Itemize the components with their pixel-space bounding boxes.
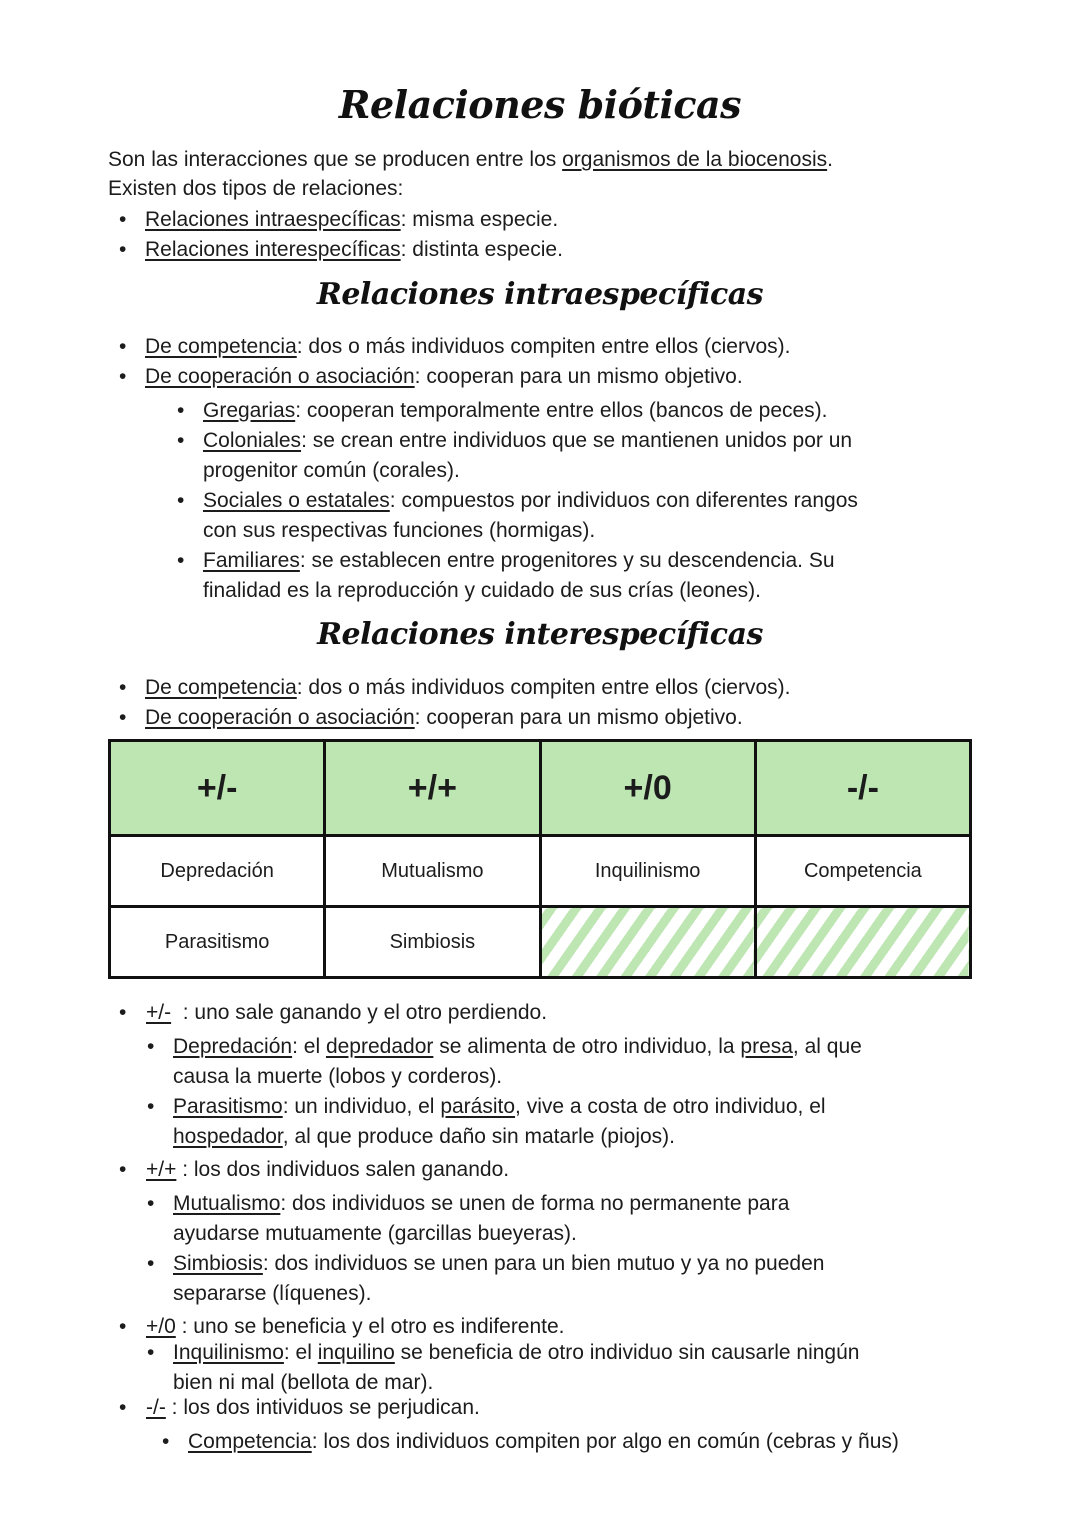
text-line xyxy=(203,578,761,604)
underlined-term: -/- xyxy=(146,1396,166,1419)
title-text: Relaciones bióticas xyxy=(333,82,747,127)
text-segment: : los dos intividuos se perjudican. xyxy=(165,1396,480,1419)
text-line xyxy=(203,518,595,544)
text-segment: : los dos individuos compiten por algo en común (cebras y ñus) xyxy=(311,1430,899,1453)
table-header-cell: -/- xyxy=(755,741,970,836)
text-line xyxy=(173,1281,371,1307)
text-segment: : dos o más individuos compiten entre ellos (ciervos). xyxy=(296,335,791,358)
text-segment: : cooperan temporalmente entre ellos (bancos de peces). xyxy=(295,399,828,422)
underlined-term: presa xyxy=(740,1035,793,1058)
underlined-term: +/- xyxy=(146,1001,172,1024)
table-cell: Mutualismo xyxy=(325,836,540,907)
text-line xyxy=(173,1034,862,1060)
table-cell: Simbiosis xyxy=(325,907,540,978)
underlined-term: Sociales o estatales xyxy=(203,489,390,512)
text-line xyxy=(188,1429,899,1455)
text-line xyxy=(203,488,858,514)
text-segment: : se establecen entre progenitores y su descendencia. Su xyxy=(299,549,835,572)
bullet-icon: • xyxy=(177,399,185,422)
table-header-row xyxy=(110,741,971,836)
text-segment: : distinta especie. xyxy=(400,238,563,261)
bullet-icon: • xyxy=(119,238,127,261)
underlined-term: Gregarias xyxy=(203,399,296,422)
underlined-term: Competencia xyxy=(188,1430,312,1453)
text-segment: bien ni mal (bellota de mar). xyxy=(173,1371,434,1394)
text-segment: , vive a costa de otro individuo, el xyxy=(515,1095,826,1118)
text-segment: finalidad es la reproducción y cuidado de sus crías (leones). xyxy=(203,579,761,602)
underlined-term: +/0 xyxy=(146,1315,176,1338)
bullet-icon: • xyxy=(147,1192,155,1215)
text-line xyxy=(145,364,743,390)
underlined-term: +/+ xyxy=(146,1158,177,1181)
underlined-term: Familiares xyxy=(203,549,300,572)
table-cell: Inquilinismo xyxy=(540,836,755,907)
text-line xyxy=(173,1251,824,1277)
underlined-term: Parasitismo xyxy=(173,1095,283,1118)
text-segment: Existen dos tipos de relaciones: xyxy=(108,177,404,200)
text-line xyxy=(146,1395,480,1421)
bullet-icon: • xyxy=(119,706,127,729)
text-segment: : cooperan para un mismo objetivo. xyxy=(414,706,743,729)
text-line xyxy=(203,398,828,424)
text-line xyxy=(146,1157,509,1183)
bullet-icon: • xyxy=(119,1315,127,1338)
text-line xyxy=(203,458,460,484)
text-line xyxy=(173,1221,577,1247)
text-line xyxy=(173,1124,675,1150)
bullet-icon: • xyxy=(177,429,185,452)
heading-intraspecific xyxy=(0,277,1080,312)
text-segment: : dos individuos se unen de forma no permanente para xyxy=(280,1192,790,1215)
bullet-icon: • xyxy=(147,1252,155,1275)
text-line xyxy=(145,237,563,263)
table-cell-hatched-empty xyxy=(755,907,970,978)
bullet-icon: • xyxy=(119,365,127,388)
table-row xyxy=(110,836,971,907)
text-line xyxy=(146,1000,547,1026)
bullet-icon: • xyxy=(119,676,127,699)
text-segment: : los dos individuos salen ganando. xyxy=(176,1158,510,1181)
underlined-term: De competencia xyxy=(145,335,297,358)
text-segment: : se crean entre individuos que se mantienen unidos por un xyxy=(301,429,853,452)
bullet-icon: • xyxy=(119,208,127,231)
underlined-term: Coloniales xyxy=(203,429,302,452)
underlined-term: parásito xyxy=(440,1095,516,1118)
text-segment: : uno se beneficia y el otro es indiferente. xyxy=(175,1315,565,1338)
text-line xyxy=(145,334,790,360)
heading-interspecific xyxy=(0,617,1080,652)
page-title xyxy=(0,82,1080,127)
bullet-icon: • xyxy=(147,1341,155,1364)
text-line xyxy=(203,548,835,574)
text-segment: separarse (líquenes). xyxy=(173,1282,372,1305)
bullet-icon: • xyxy=(119,1001,127,1024)
table-header-cell: +/0 xyxy=(540,741,755,836)
table-cell: Parasitismo xyxy=(110,907,325,978)
table-header-cell: +/- xyxy=(110,741,325,836)
text-segment: ayudarse mutuamente (garcillas bueyeras). xyxy=(173,1222,577,1245)
text-line xyxy=(173,1370,433,1396)
table-cell: Depredación xyxy=(110,836,325,907)
text-line xyxy=(145,207,558,233)
text-segment: : dos o más individuos compiten entre ellos (ciervos). xyxy=(296,676,791,699)
underlined-term: Inquilinismo xyxy=(173,1341,284,1364)
text-line xyxy=(145,675,790,701)
bullet-icon: • xyxy=(119,1396,127,1419)
text-segment: : el xyxy=(283,1341,318,1364)
text-line xyxy=(108,147,833,173)
bullet-icon: • xyxy=(177,549,185,572)
text-segment: , al que produce daño sin matarle (piojos). xyxy=(282,1125,676,1148)
text-segment: , al que xyxy=(792,1035,862,1058)
text-segment: : misma especie. xyxy=(400,208,559,231)
text-segment: : compuestos por individuos con diferentes rangos xyxy=(389,489,858,512)
underlined-term: organismos de la biocenosis xyxy=(562,148,828,171)
table-row xyxy=(110,907,971,978)
bullet-icon: • xyxy=(119,335,127,358)
text-segment: : un individuo, el xyxy=(282,1095,441,1118)
text-segment: : uno sale ganando y el otro perdiendo. xyxy=(171,1001,548,1024)
underlined-term: Mutualismo xyxy=(173,1192,281,1215)
underlined-term: De cooperación o asociación xyxy=(145,365,415,388)
bullet-icon: • xyxy=(162,1430,170,1453)
table-cell: Competencia xyxy=(755,836,970,907)
text-segment: . xyxy=(827,148,833,171)
underlined-term: depredador xyxy=(325,1035,434,1058)
relations-table xyxy=(108,739,972,979)
text-segment: Son las interacciones que se producen entre los xyxy=(108,148,563,171)
text-line xyxy=(173,1340,859,1366)
text-segment: : el xyxy=(292,1035,326,1058)
underlined-term: Relaciones interespecíficas xyxy=(145,238,401,261)
text-line xyxy=(173,1094,826,1120)
text-segment: con sus respectivas funciones (hormigas). xyxy=(203,519,596,542)
text-line xyxy=(173,1191,789,1217)
bullet-icon: • xyxy=(119,1158,127,1181)
heading-text: Relaciones intraespecíficas xyxy=(311,277,769,312)
text-line xyxy=(108,176,403,202)
text-line xyxy=(203,428,852,454)
text-segment: causa la muerte (lobos y corderos). xyxy=(173,1065,503,1088)
table-cell-hatched-empty xyxy=(540,907,755,978)
bullet-icon: • xyxy=(177,489,185,512)
text-segment: se beneficia de otro individuo sin causarle ningún xyxy=(394,1341,860,1364)
table-header-cell: +/+ xyxy=(325,741,540,836)
underlined-term: De competencia xyxy=(145,676,297,699)
bullet-icon: • xyxy=(147,1095,155,1118)
text-segment: progenitor común (corales). xyxy=(203,459,460,482)
text-segment: : dos individuos se unen para un bien mutuo y ya no pueden xyxy=(262,1252,825,1275)
underlined-term: Simbiosis xyxy=(173,1252,263,1275)
text-segment: se alimenta de otro individuo, la xyxy=(433,1035,741,1058)
heading-text: Relaciones interespecíficas xyxy=(311,617,769,652)
text-line xyxy=(145,705,743,731)
text-segment: : cooperan para un mismo objetivo. xyxy=(414,365,743,388)
text-line xyxy=(146,1314,565,1340)
underlined-term: De cooperación o asociación xyxy=(145,706,415,729)
text-line xyxy=(173,1064,502,1090)
underlined-term: inquilino xyxy=(317,1341,395,1364)
underlined-term: hospedador xyxy=(173,1125,283,1148)
underlined-term: Relaciones intraespecíficas xyxy=(145,208,401,231)
bullet-icon: • xyxy=(147,1035,155,1058)
underlined-term: Depredación xyxy=(173,1035,293,1058)
